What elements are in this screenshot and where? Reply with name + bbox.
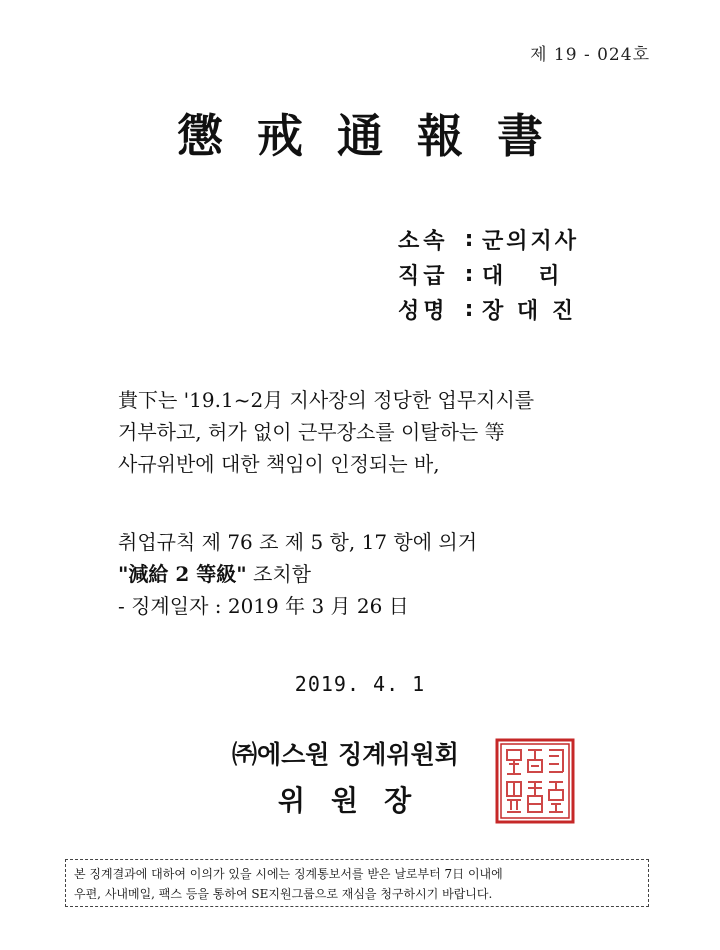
regulation-line: 취업규칙 제 76 조 제 5 항, 17 항에 의거 [118,530,478,554]
action-suffix: 조치함 [246,562,312,586]
affiliation-row [398,222,579,257]
title-char: 報 [417,109,464,163]
body-line: 貴下는 '19.1~2月 지사장의 정당한 업무지시를 [118,388,535,412]
name-value: 장 대 진 [482,299,577,324]
title-char: 戒 [256,109,303,163]
title-char: 通 [337,109,383,163]
body-line: 사규위반에 대한 책임이 인정되는 바, [118,452,440,476]
title-char: 懲 [176,109,223,163]
rank-label: 직급 [398,264,449,289]
issue-date: 2019. 4. 1 [294,672,426,696]
affiliation-label: 소속 [398,229,449,254]
notice-line: 본 징계결과에 대하여 이의가 있을 시에는 징계통보서를 받은 날로부터 7日 이내에 [74,867,503,881]
colon: : [464,227,474,252]
title-char: 書 [497,109,544,163]
official-seal-icon [495,738,575,824]
body-line: 거부하고, 허가 없이 근무장소를 이탈하는 等 [118,420,505,444]
colon: : [464,262,474,287]
discipline-date-line: - 징계일자 : 2019 年 3 月 26 日 [118,594,409,618]
appeal-notice [65,859,649,907]
name-label: 성명 [398,299,449,324]
action-text: "減給 2 等級" [118,562,247,586]
committee-position: 위원장 [278,784,438,817]
name-row [398,292,579,327]
recipient-info [398,222,579,327]
action-line [118,558,638,590]
document-number: 제 19 - 024호 [530,45,650,65]
notice-line: 우편, 사내메일, 팩스 등을 통하여 SE지원그룹으로 재심을 청구하시기 바랍니다. [74,887,493,901]
committee-name: ㈜에스원 징계위원회 [232,740,459,769]
notice-body [118,384,638,622]
affiliation-value: 군의지사 [482,229,580,254]
rank-row [398,257,579,292]
document-title [0,100,720,166]
rank-value: 대 리 [482,264,563,289]
colon: : [464,297,474,322]
